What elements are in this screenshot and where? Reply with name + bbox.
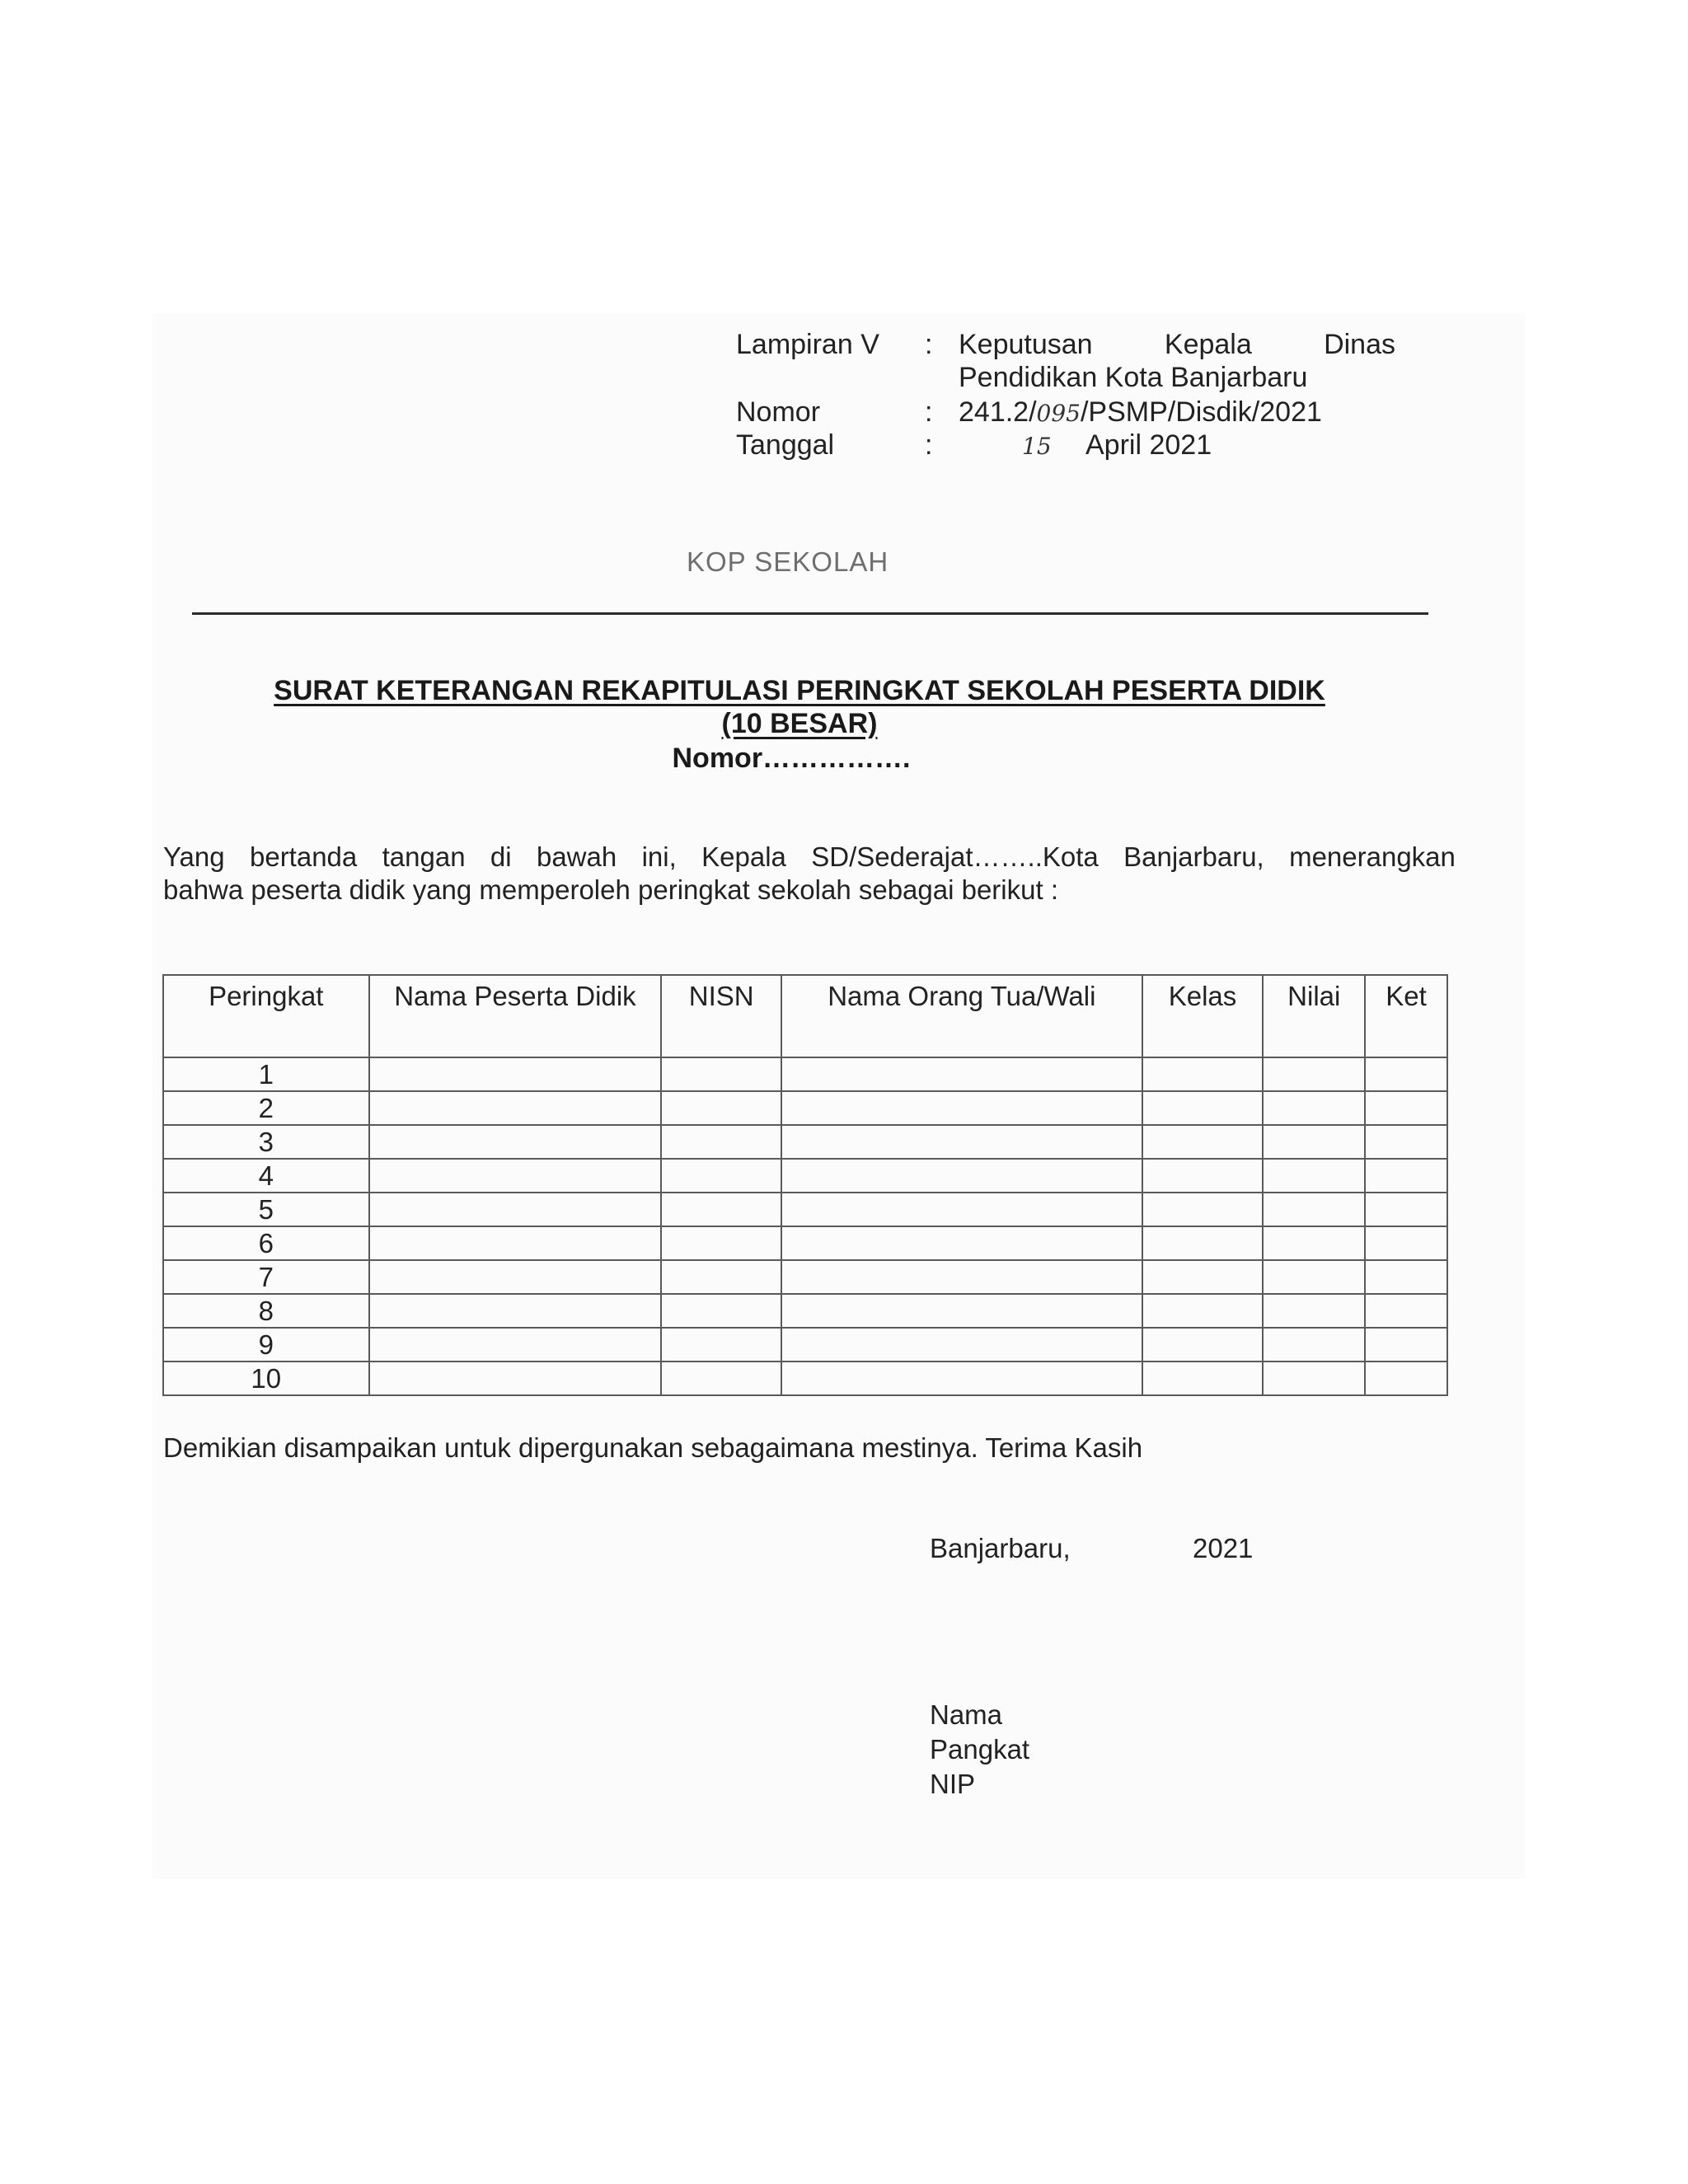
table-cell: [1263, 1260, 1365, 1294]
table-cell: [1142, 1125, 1264, 1159]
paragraph-word: Kepala: [701, 841, 786, 872]
table-cell: [781, 1159, 1142, 1193]
table-cell: [1263, 1193, 1365, 1226]
paragraph-word: bawah: [536, 841, 617, 872]
table-row: [163, 1260, 1447, 1294]
intro-paragraph-line1: [163, 841, 1456, 874]
lampiran-colon: :: [925, 329, 933, 360]
paragraph-word: bertanda: [249, 841, 358, 872]
tanggal-day-handwritten: 15: [1022, 433, 1052, 460]
paragraph-word: di: [490, 841, 512, 872]
table-row: [163, 1193, 1447, 1226]
table-cell: [781, 1193, 1142, 1226]
nomor-suffix: /PSMP/Disdik/2021: [1080, 396, 1322, 428]
column-header-nilai: Nilai: [1263, 975, 1365, 1057]
table-cell: [1365, 1328, 1447, 1361]
rank-cell: 8: [163, 1294, 369, 1328]
table-cell: [369, 1294, 662, 1328]
table-cell: [1142, 1057, 1264, 1091]
table-row: [163, 1125, 1447, 1159]
document-subtitle: (10 BESAR): [721, 708, 878, 739]
table-cell: [1142, 1193, 1264, 1226]
lampiran-label: Lampiran V: [736, 329, 879, 360]
signature-year: 2021: [1193, 1533, 1254, 1563]
paragraph-word: Banjarbaru,: [1123, 841, 1264, 872]
table-cell: [1365, 1226, 1447, 1260]
signature-nama: Nama: [930, 1699, 1003, 1730]
table-cell: [661, 1294, 781, 1328]
nomor-value: [959, 396, 1322, 430]
table-cell: [1263, 1328, 1365, 1361]
table-cell: [369, 1260, 662, 1294]
table-row: [163, 1159, 1447, 1193]
table-cell: [1142, 1159, 1264, 1193]
table-cell: [661, 1057, 781, 1091]
tanggal-month-year: April 2021: [1085, 429, 1212, 461]
rank-cell: 3: [163, 1125, 369, 1159]
tanggal-colon: :: [925, 429, 933, 461]
table-cell: [1365, 1361, 1447, 1395]
table-cell: [781, 1361, 1142, 1395]
rank-cell: 5: [163, 1193, 369, 1226]
lampiran-value-line1: [959, 328, 1395, 361]
table-cell: [369, 1226, 662, 1260]
table-cell: [1142, 1226, 1264, 1260]
table-cell: [1365, 1260, 1447, 1294]
table-cell: [1142, 1260, 1264, 1294]
table-cell: [369, 1328, 662, 1361]
ranking-table: [162, 974, 1448, 1396]
table-cell: [661, 1159, 781, 1193]
lampiran-word: Keputusan: [959, 329, 1093, 360]
table-cell: [1365, 1159, 1447, 1193]
table-cell: [1365, 1125, 1447, 1159]
table-cell: [1142, 1294, 1264, 1328]
lampiran-word: Dinas: [1324, 329, 1395, 360]
table-cell: [661, 1125, 781, 1159]
paragraph-word: Yang: [163, 841, 225, 872]
table-cell: [781, 1091, 1142, 1125]
table-cell: [781, 1328, 1142, 1361]
table-cell: [661, 1328, 781, 1361]
tanggal-label: Tanggal: [736, 429, 835, 461]
table-row: [163, 1328, 1447, 1361]
nomor-colon: :: [925, 396, 933, 428]
signature-pangkat: Pangkat: [930, 1734, 1030, 1765]
table-cell: [1263, 1091, 1365, 1125]
table-cell: [1365, 1091, 1447, 1125]
rank-cell: 1: [163, 1057, 369, 1091]
paragraph-word: SD/Sederajat……..Kota: [811, 841, 1099, 872]
rank-cell: 9: [163, 1328, 369, 1361]
signature-nip: NIP: [930, 1769, 976, 1799]
table-cell: [1365, 1193, 1447, 1226]
nomor-label: Nomor: [736, 396, 821, 428]
table-header-row: [163, 975, 1447, 1057]
table-cell: [1263, 1159, 1365, 1193]
column-header-ket: Ket: [1365, 975, 1447, 1057]
table-row: [163, 1091, 1447, 1125]
table-cell: [1142, 1328, 1264, 1361]
table-cell: [369, 1193, 662, 1226]
table-cell: [1263, 1057, 1365, 1091]
rank-cell: 10: [163, 1361, 369, 1395]
document-number: Nomor…………….: [672, 743, 911, 774]
rank-cell: 7: [163, 1260, 369, 1294]
table-cell: [661, 1193, 781, 1226]
table-cell: [781, 1226, 1142, 1260]
table-cell: [661, 1091, 781, 1125]
rank-cell: 2: [163, 1091, 369, 1125]
column-header-peringkat: Peringkat: [163, 975, 369, 1057]
column-header-nisn: NISN: [661, 975, 781, 1057]
column-header-nama-orang-tua: Nama Orang Tua/Wali: [781, 975, 1142, 1057]
table-row: [163, 1361, 1447, 1395]
table-cell: [661, 1361, 781, 1395]
table-cell: [781, 1125, 1142, 1159]
table-cell: [1142, 1091, 1264, 1125]
kop-sekolah: KOP SEKOLAH: [687, 546, 889, 577]
table-cell: [1263, 1361, 1365, 1395]
table-row: [163, 1226, 1447, 1260]
lampiran-word: Kepala: [1164, 329, 1252, 360]
nomor-handwritten: 095: [1036, 400, 1081, 427]
kop-divider: [192, 612, 1428, 615]
nomor-prefix: 241.2/: [959, 396, 1037, 428]
table-cell: [1263, 1226, 1365, 1260]
table-cell: [781, 1260, 1142, 1294]
paragraph-word: menerangkan: [1289, 841, 1456, 872]
table-cell: [369, 1057, 662, 1091]
table-cell: [1263, 1294, 1365, 1328]
table-row: [163, 1057, 1447, 1091]
table-cell: [781, 1294, 1142, 1328]
column-header-kelas: Kelas: [1142, 975, 1264, 1057]
table-cell: [369, 1159, 662, 1193]
rank-cell: 4: [163, 1159, 369, 1193]
table-cell: [369, 1125, 662, 1159]
table-cell: [369, 1361, 662, 1395]
table-cell: [1365, 1057, 1447, 1091]
paragraph-word: tangan: [382, 841, 466, 872]
document-title: SURAT KETERANGAN REKAPITULASI PERINGKAT SEKOLAH PESERTA DIDIK: [274, 675, 1325, 706]
lampiran-value-line2: Pendidikan Kota Banjarbaru: [959, 362, 1308, 393]
table-cell: [1142, 1361, 1264, 1395]
table-cell: [661, 1260, 781, 1294]
table-cell: [369, 1091, 662, 1125]
paragraph-word: ini,: [641, 841, 677, 872]
intro-paragraph-line2: bahwa peserta didik yang memperoleh peringkat sekolah sebagai berikut :: [163, 874, 1058, 905]
table-cell: [781, 1057, 1142, 1091]
closing-statement: Demikian disampaikan untuk dipergunakan sebagaimana mestinya. Terima Kasih: [163, 1432, 1143, 1463]
signature-place: Banjarbaru,: [930, 1533, 1071, 1563]
table-row: [163, 1294, 1447, 1328]
table-cell: [661, 1226, 781, 1260]
column-header-nama-peserta: Nama Peserta Didik: [369, 975, 662, 1057]
table-cell: [1263, 1125, 1365, 1159]
rank-cell: 6: [163, 1226, 369, 1260]
table-cell: [1365, 1294, 1447, 1328]
